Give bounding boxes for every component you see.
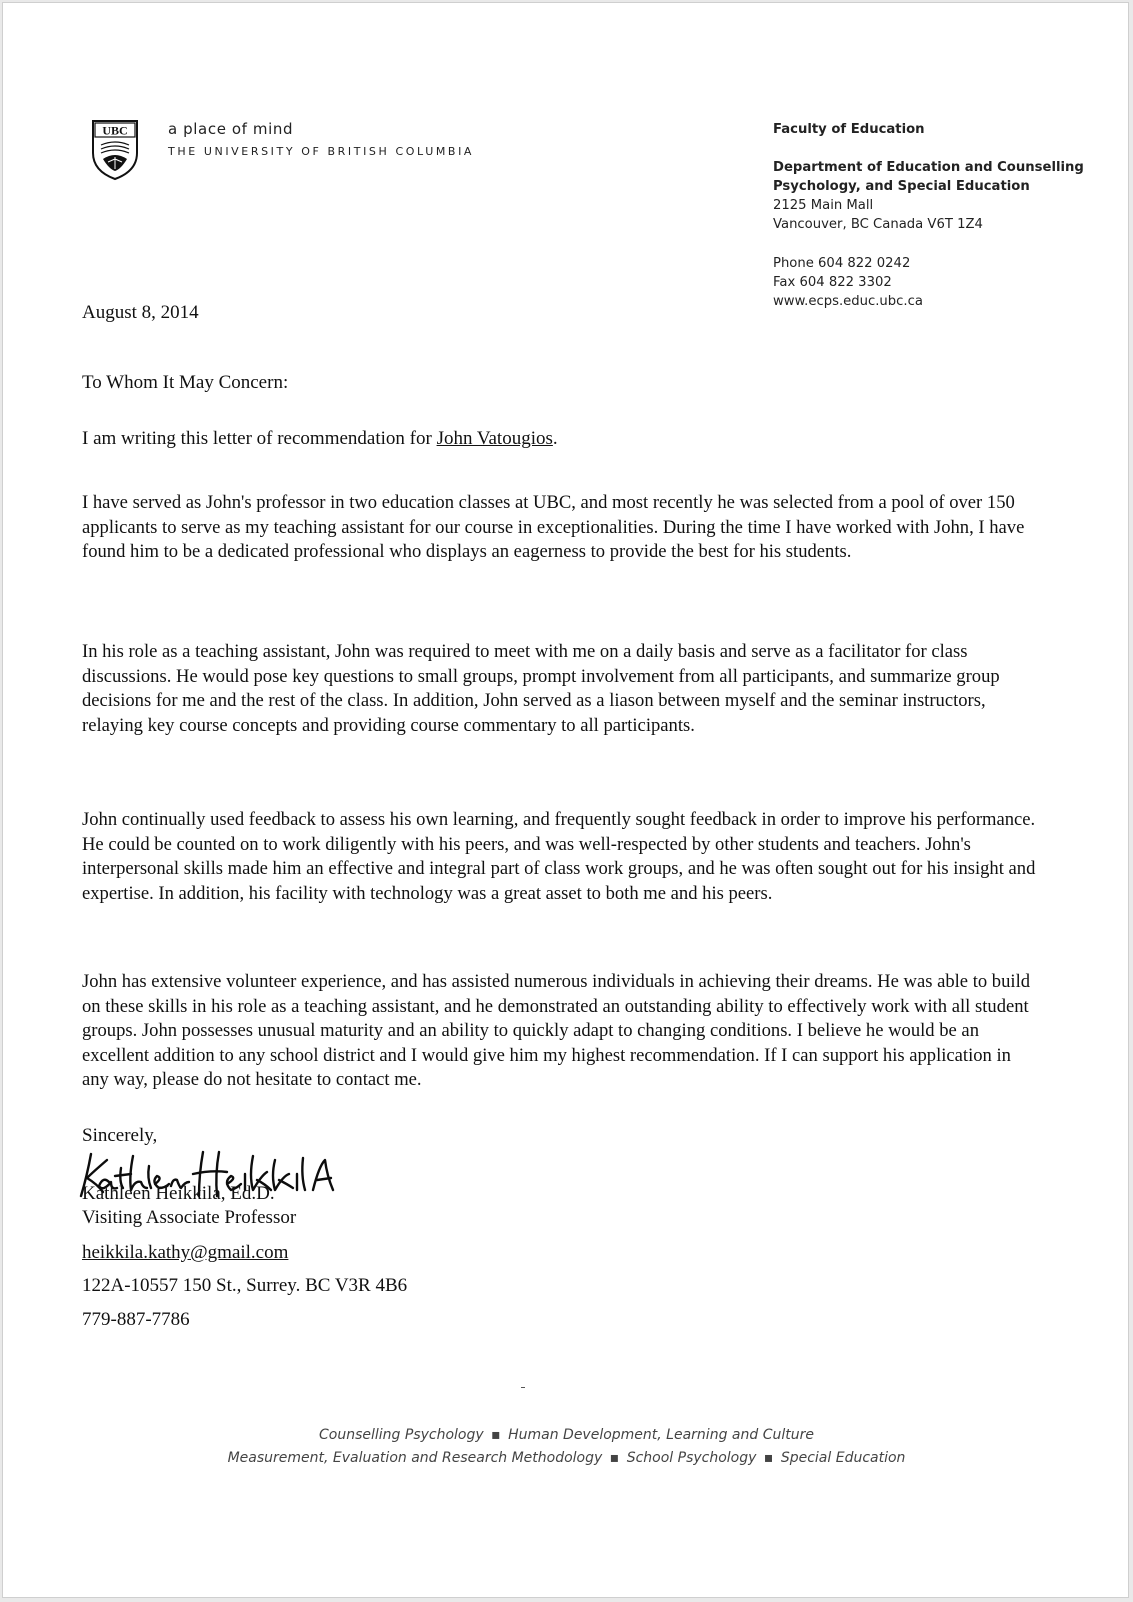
signer-name: Kathleen Heikkila, Ed.D. [82, 1183, 275, 1204]
footer-separator: ▪ [763, 1450, 774, 1466]
signer-title: Visiting Associate Professor [82, 1207, 297, 1228]
footer-separator: ▪ [491, 1427, 501, 1443]
logo-text: UBC [102, 123, 128, 138]
signer-email-link[interactable]: heikkila.kathy@gmail.com [82, 1242, 289, 1263]
ubc-crest-logo [91, 119, 139, 181]
footer-line-1 [3, 1427, 1130, 1443]
fax-number: Fax 604 822 3302 [773, 275, 892, 290]
footer-line-2 [3, 1450, 1130, 1466]
closing: Sincerely, [82, 1125, 158, 1146]
city-address: Vancouver, BC Canada V6T 1Z4 [773, 217, 983, 232]
footer-program: School Psychology [626, 1450, 757, 1466]
website: www.ecps.educ.ubc.ca [773, 294, 923, 309]
street-address: 2125 Main Mall [773, 198, 874, 213]
letter-page [2, 2, 1129, 1598]
department-line-1: Department of Education and Counselling [773, 160, 1084, 175]
paragraph-1: I have served as John's professor in two education classes at UBC, and most recently he was selected from a pool of over 150 applicants to serve as my teaching assistant for our course in exceptionalities. During the time I have worked with John, I have found him to be a dedicated professional who displays an eagerness to provide the best for his students. [82, 492, 1025, 562]
footer-program: Measurement, Evaluation and Research Methodology [227, 1450, 603, 1466]
footer-program: Counselling Psychology [319, 1427, 484, 1443]
footer-program: Human Development, Learning and Culture [508, 1427, 814, 1443]
paragraph-4: John has extensive volunteer experience, and has assisted numerous individuals in achieving their dreams. He was able to build on these skills in his role as a teaching assistant, and he demonstrated an outstanding ability to effectively work with all student groups. John possesses unusual maturity and an ability to quickly adapt to changing conditions. I believe he would be an excellent addition to any school district and I would give him my highest recommendation. If I can support his application in any way, please do not hesitate to contact me. [82, 971, 1031, 1090]
paragraph-2: In his role as a teaching assistant, John was required to meet with me on a daily basis and serve as a facilitator for class discussions. He would pose key questions to small groups, prompt involvement from all participants, and summarize group decisions for me and the rest of the class. In addition, John served as a liason between myself and the seminar instructors, relaying key course concepts and providing course commentary to all participants. [82, 641, 1000, 736]
phone-number: Phone 604 822 0242 [773, 256, 911, 271]
intro-prefix: I am writing this letter of recommendation for [82, 428, 437, 449]
department-line-2: Psychology, and Special Education [773, 179, 1030, 194]
footer-program: Special Education [780, 1450, 906, 1466]
university-name: THE UNIVERSITY OF BRITISH COLUMBIA [168, 145, 475, 158]
signer-address: 122A-10557 150 St., Surrey. BC V3R 4B6 [82, 1275, 408, 1296]
paragraph-3: John continually used feedback to assess his own learning, and frequently sought feedback in order to improve his performance. He could be counted on to work diligently with his peers, and was well-respected by other students and teachers. John's interpersonal skills made him an effective and integral part of class work groups, and he was often sought out for his insight and expertise. In addition, his facility with technology was a great asset to both me and his peers. [82, 809, 1036, 904]
tagline: a place of mind [168, 120, 294, 138]
candidate-name: John Vatougios [436, 428, 553, 449]
intro-line [82, 428, 558, 450]
footer-separator: ▪ [609, 1450, 620, 1466]
greeting: To Whom It May Concern: [82, 372, 289, 393]
letter-date: August 8, 2014 [82, 302, 199, 323]
faculty-name: Faculty of Education [773, 122, 925, 137]
intro-suffix: . [552, 428, 558, 449]
scan-speck [521, 1387, 525, 1388]
signer-phone: 779-887-7786 [82, 1309, 190, 1330]
